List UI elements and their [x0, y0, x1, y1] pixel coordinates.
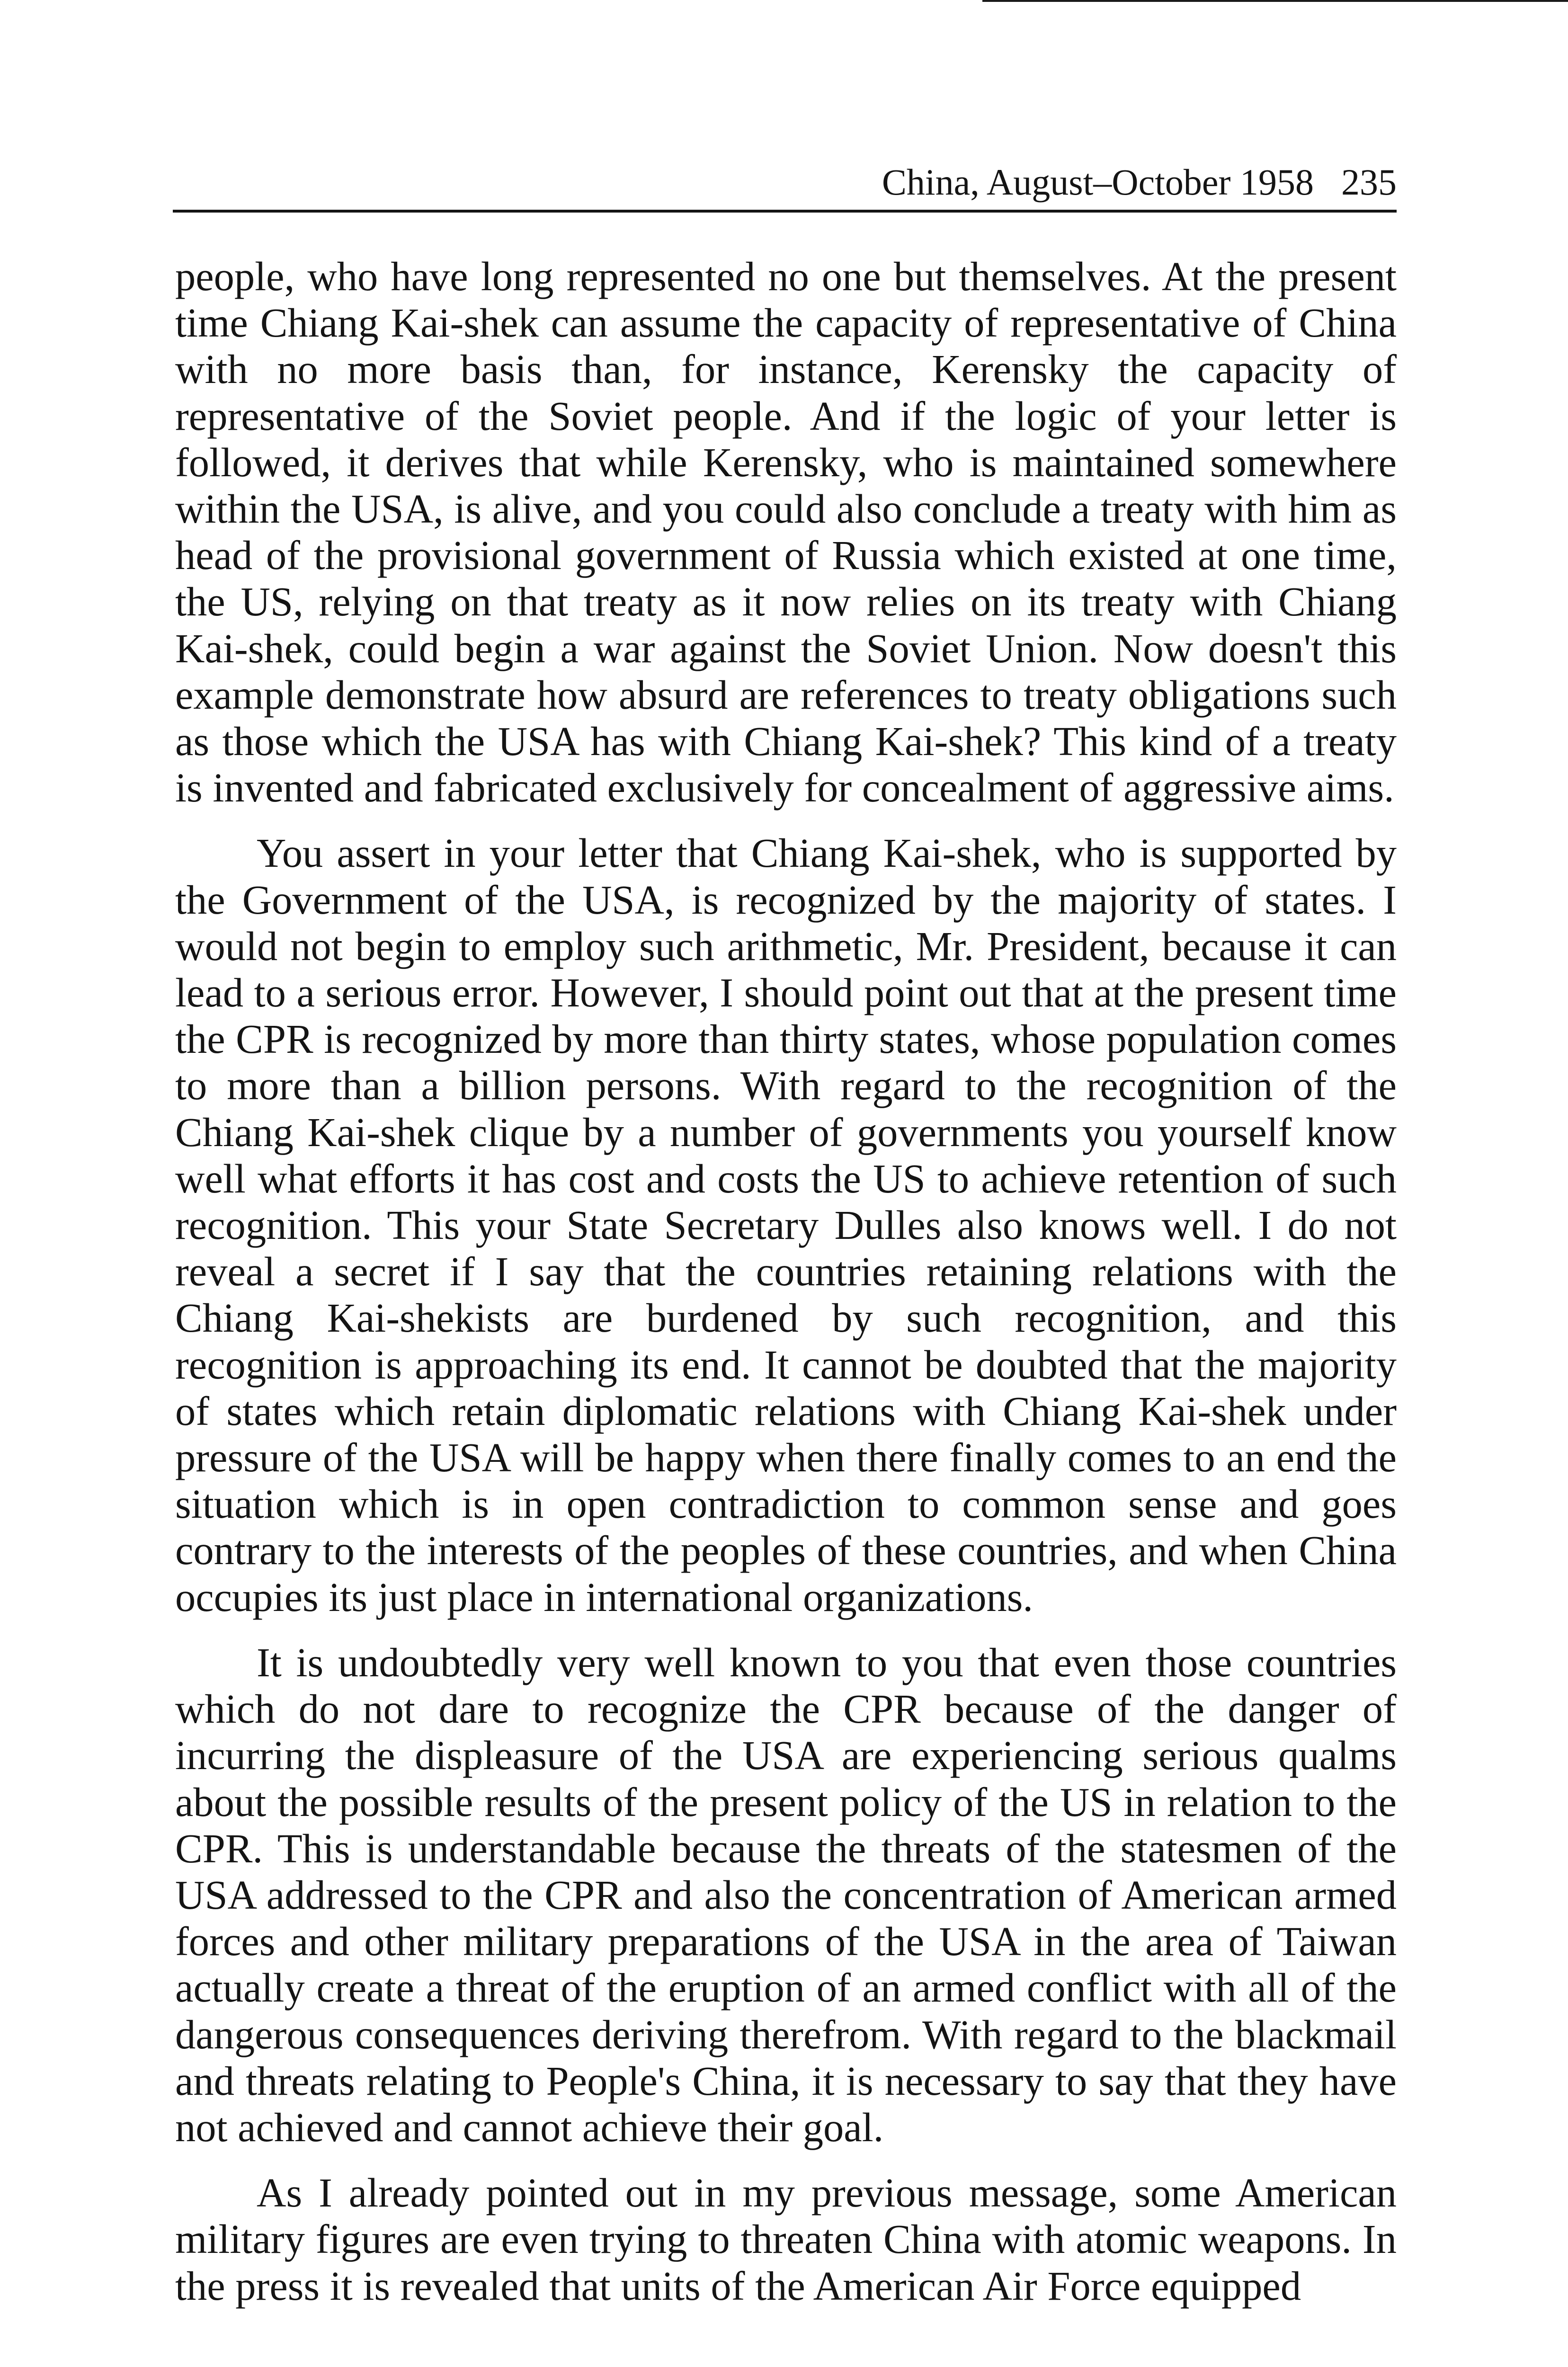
scan-edge-line: [982, 0, 1568, 2]
paragraph-1: people, who have long represented no one but themselves. At the present time Chiang Kai-shek can assume the capacity of representative of China with no more basis than, for instance, Kerensky the capacity of representative of the Soviet people. And if the logic of your letter is followed, it derives that while Kerensky, who is maintained somewhere within the USA, is alive, and you could also conclude a treaty with him as head of the provisional government of Russia which existed at one time, the US, relying on that treaty as it now relies on its treaty with Chiang Kai-shek, could begin a war against the Soviet Union. Now doesn't this example demonstrate how absurd are references to treaty obligations such as those which the USA has with Chiang Kai-shek? This kind of a treaty is invented and fabricated exclusively for concealment of aggressive aims.: [175, 254, 1397, 811]
running-head-title: China, August–October 1958: [882, 161, 1314, 203]
header-rule: [173, 210, 1397, 213]
body-text: [175, 253, 1397, 2309]
page-number: 235: [1341, 161, 1397, 203]
paragraph-3: It is undoubtedly very well known to you that even those countries which do not dare to recognize the CPR because of the danger of incurring the displeasure of the USA are experiencing serious qualms about the possible results of the present policy of the US in relation to the CPR. This is understandable because the threats of the statesmen of the USA addressed to the CPR and also the concentration of American armed forces and other military preparations of the USA in the area of Taiwan actually create a threat of the eruption of an armed conflict with all of the dangerous consequences deriving therefrom. With regard to the blackmail and threats relating to People's China, it is necessary to say that they have not achieved and cannot achieve their goal.: [175, 1639, 1397, 2150]
running-head: [173, 161, 1397, 211]
paragraph-4: As I already pointed out in my previous message, some American military figures are even trying to threaten China with atomic weapons. In the press it is revealed that units of the American Air Force equipped: [175, 2170, 1397, 2309]
paragraph-2: You assert in your letter that Chiang Kai-shek, who is supported by the Government of the USA, is recognized by the majority of states. I would not begin to employ such arithmetic, Mr. President, because it can lead to a serious error. However, I should point out that at the present time the CPR is recognized by more than thirty states, whose population comes to more than a billion persons. With regard to the recognition of the Chiang Kai-shek clique by a number of governments you yourself know well what efforts it has cost and costs the US to achieve retention of such recognition. This your State Secretary Dulles also knows well. I do not reveal a secret if I say that the countries retaining relations with the Chiang Kai-shekists are burdened by such recognition, and this recognition is approaching its end. It cannot be doubted that the majority of states which retain diplomatic relations with Chiang Kai-shek under pressure of the USA will be happy when there finally comes to an end the situation which is in open contradiction to common sense and goes contrary to the interests of the peoples of these countries, and when China occupies its just place in international organizations.: [175, 830, 1397, 1620]
